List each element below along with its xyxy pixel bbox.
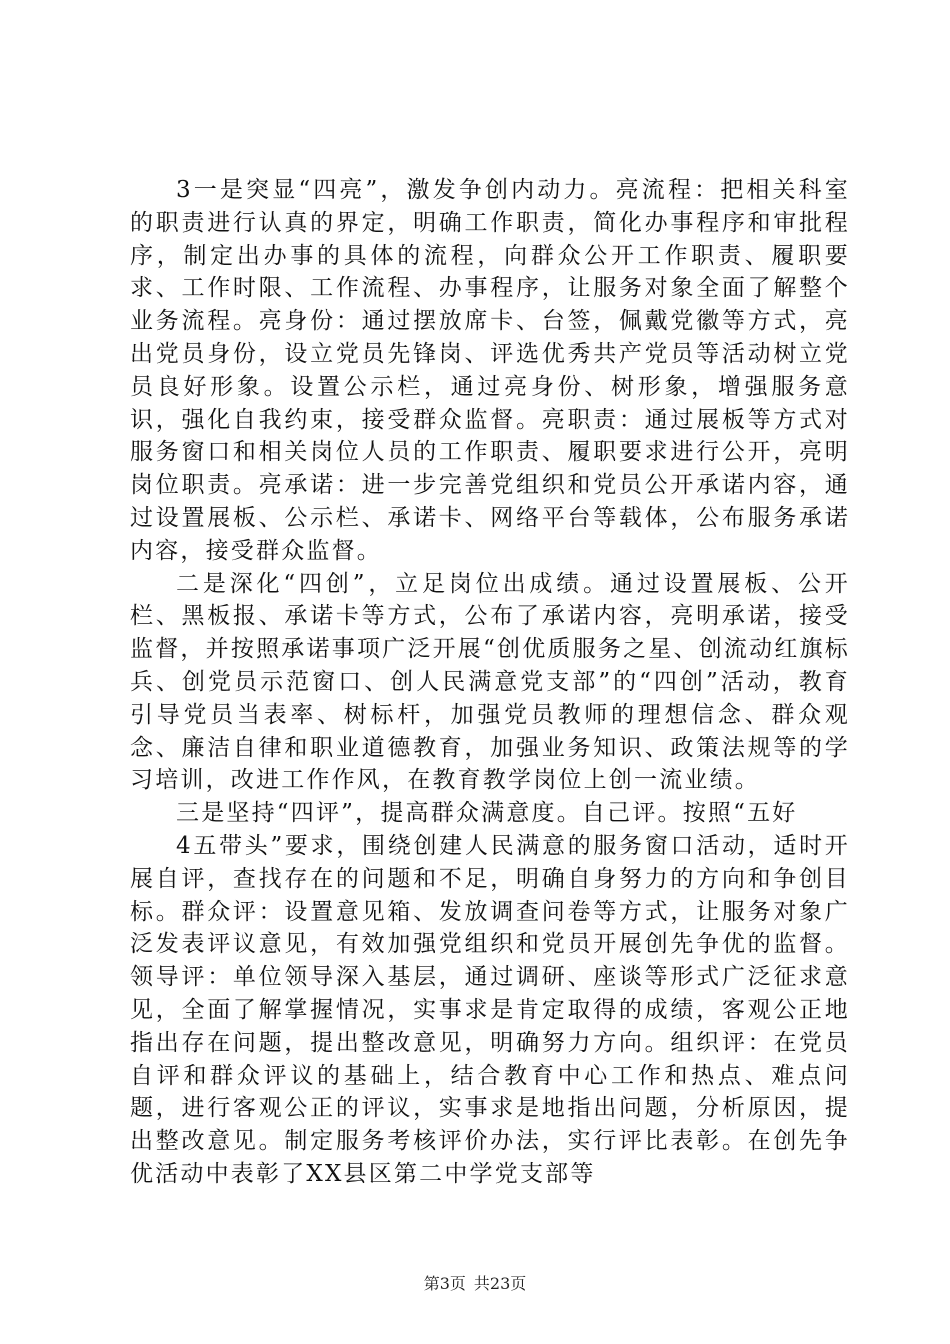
page-total: 共23页 (473, 1274, 527, 1293)
document-body (130, 174, 850, 1191)
paragraph-five-leads: 4五带头”要求，围绕创建人民满意的服务窗口活动，适时开展自评，查找存在的问题和不足，明确自身努力的方向和争创目标。群众评：设置意见箱、发放调查问卷等方式，让服务对象广泛发表评议意见，有效加强党组织和党员开展创先争优的监督。领导评：单位领导深入基层，通过调研、座谈等形式广泛征求意见，全面了解掌握情况，实事求是肯定取得的成绩，客观公正地指出存在问题，提出整改意见，明确努力方向。组织评：在党员自评和群众评议的基础上，结合教育中心工作和热点、难点问题，进行客观公正的评议，实事求是地指出问题，分析原因，提出整改意见。制定服务考核评价办法，实行评比表彰。在创先争优活动中表彰了XX县区第二中学党支部等 (130, 832, 850, 1187)
paragraph-four-evaluations: 三是坚持“四评”，提高群众满意度。自己评。按照“五好 (176, 800, 798, 827)
paragraph-four-creations: 二是深化“四创”，立足岗位出成绩。通过设置展板、公开栏、黑板报、承诺卡等方式，公布了承诺内容，亮明承诺，接受监督，并按照承诺事项广泛开展“创优质服务之星、创流动红旗标兵、创党员示范窗口、创人民满意党支部”的“四创”活动，教育引导党员当表率、树标杆，加强党员教师的理想信念、群众观念、廉洁自律和职业道德教育，加强业务知识、政策法规等的学习培训，改进工作作风，在教育教学岗位上创一流业绩。 (130, 570, 850, 794)
paragraph-four-highlights: 3一是突显“四亮”，激发争创内动力。亮流程：把相关科室的职责进行认真的界定，明确工作职责，简化办事程序和审批程序，制定出办事的具体的流程，向群众公开工作职责、履职要求、工作时限、工作流程、办事程序，让服务对象全面了解整个业务流程。亮身份：通过摆放席卡、台签，佩戴党徽等方式，亮出党员身份，设立党员先锋岗、评选优秀共产党员等活动树立党员良好形象。设置公示栏，通过亮身份、树形象，增强服务意识，强化自我约束，接受群众监督。亮职责：通过展板等方式对服务窗口和相关岗位人员的工作职责、履职要求进行公开，亮明岗位职责。亮承诺：进一步完善党组织和党员公开承诺内容，通过设置展板、公示栏、承诺卡、网络平台等载体，公布服务承诺内容，接受群众监督。 (130, 177, 850, 564)
page-footer (0, 1271, 950, 1294)
page-number: 第3页 (423, 1274, 466, 1293)
